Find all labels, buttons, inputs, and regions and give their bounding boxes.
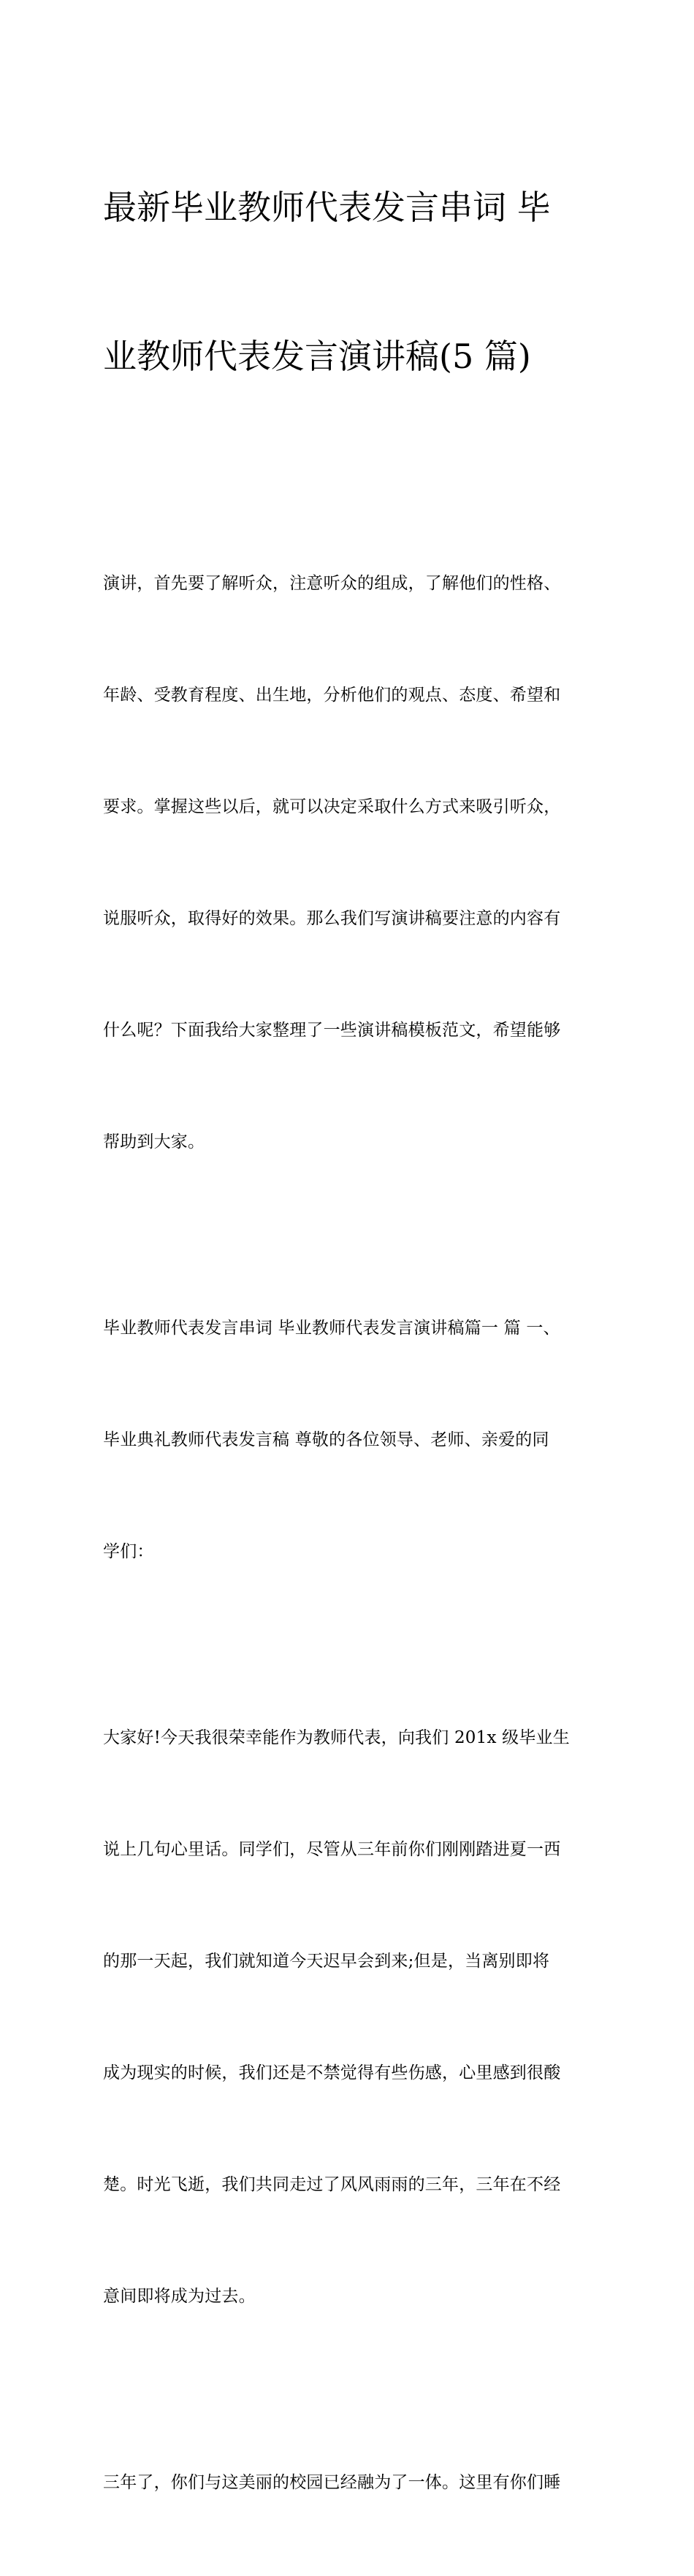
paragraph-line: 要求。掌握这些以后，就可以决定采取什么方式来吸引听众， <box>103 797 561 816</box>
speech-paragraph <box>103 2390 594 2576</box>
paragraph-line: 年龄、受教育程度、出生地，分析他们的观点、态度、希望和 <box>103 686 561 705</box>
title-line: 业教师代表发言演讲稿(5 篇) <box>103 337 531 376</box>
paragraph-line: 帮助到大家。 <box>103 1132 205 1151</box>
paragraph-line: 演讲，首先要了解听众，注意听众的组成，了解他们的性格、 <box>103 574 561 593</box>
paragraph-line: 成为现实的时候，我们还是不禁觉得有些伤感，心里感到很酸 <box>103 2063 561 2082</box>
paragraph-line: 说上几句心里话。同学们，尽管从三年前你们刚刚踏进夏一西 <box>103 1840 561 1859</box>
speech-paragraph <box>103 1645 594 2390</box>
document-title <box>103 83 594 480</box>
paragraph-line: 大家好!今天我很荣幸能作为教师代表，向我们 201x 级毕业生 <box>103 1728 570 1747</box>
paragraph-line: 三年了，你们与这美丽的校园已经融为了一体。这里有你们睡 <box>103 2473 561 2492</box>
title-line: 最新毕业教师代表发言串词 毕 <box>103 188 551 227</box>
paragraph-line: 楚。时光飞逝，我们共同走过了风风雨雨的三年，三年在不经 <box>103 2175 561 2194</box>
paragraph-line: 毕业教师代表发言串词 毕业教师代表发言演讲稿篇一 篇 一、 <box>103 1319 560 1338</box>
intro-paragraph <box>103 491 594 1235</box>
section-heading-paragraph <box>103 1235 594 1645</box>
document-content <box>103 83 594 2576</box>
paragraph-line: 什么呢？下面我给大家整理了一些演讲稿模板范文，希望能够 <box>103 1021 561 1040</box>
paragraph-line: 毕业典礼教师代表发言稿 尊敬的各位领导、老师、亲爱的同 <box>103 1430 549 1449</box>
paragraph-line: 的那一天起，我们就知道今天迟早会到来;但是，当离别即将 <box>103 1952 550 1971</box>
paragraph-line: 学们： <box>103 1542 154 1561</box>
paragraph-line: 意间即将成为过去。 <box>103 2287 256 2306</box>
paragraph-line: 说服听众，取得好的效果。那么我们写演讲稿要注意的内容有 <box>103 909 561 928</box>
